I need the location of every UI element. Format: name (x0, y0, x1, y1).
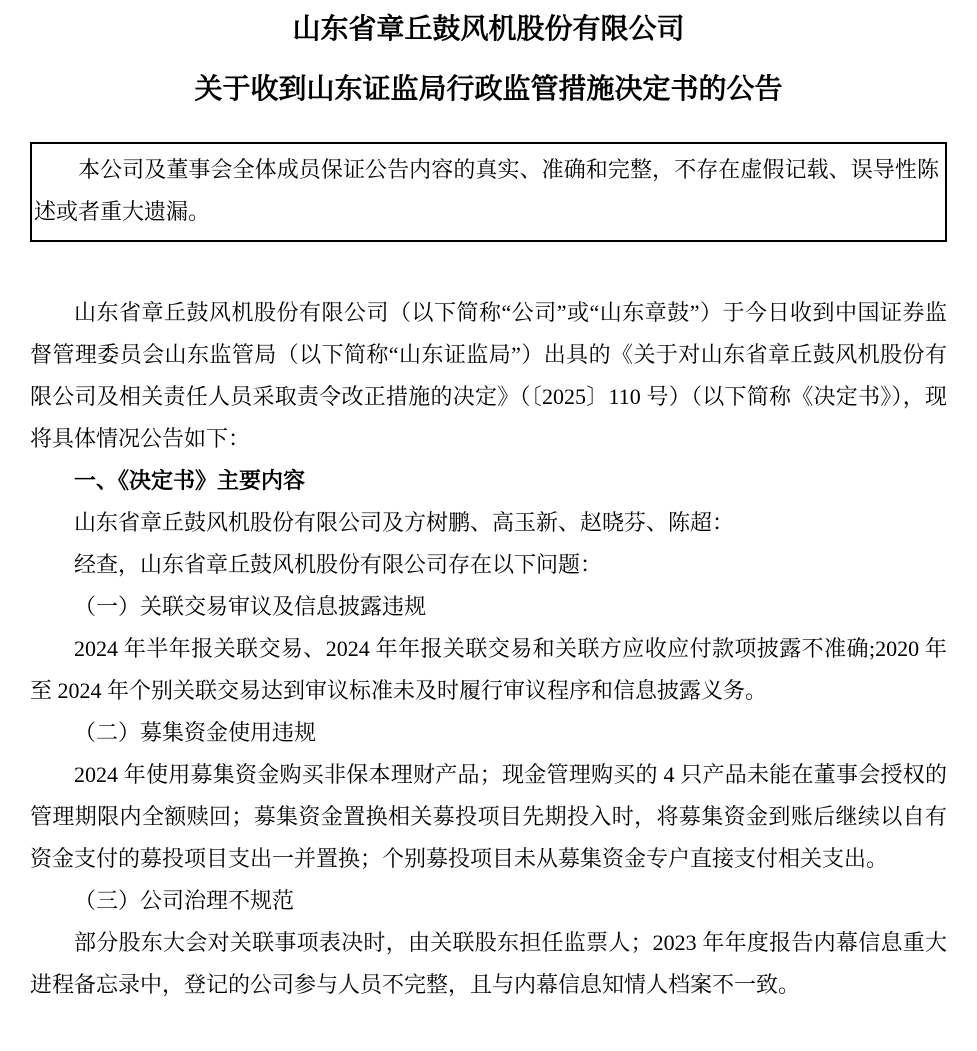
document-subtitle: 关于收到山东证监局行政监管措施决定书的公告 (194, 73, 783, 104)
disclaimer-box (30, 142, 947, 242)
document-title: 山东省章丘鼓风机股份有限公司 (292, 13, 685, 44)
subsection-heading-raised-funds: （二）募集资金使用违规 (74, 720, 317, 745)
paragraph-issue-raised-funds: 2024 年使用募集资金购买非保本理财产品；现金管理购买的 4 只产品未能在董事会授权的管理期限内全额赎回；募集资金置换相关募投项目先期投入时，将募集资金到账后继续以自有资金支付的募投项目支出一并置换；个别募投项目未从募集资金专户直接支付相关支出。 (30, 762, 947, 871)
paragraph-intro: 山东省章丘鼓风机股份有限公司（以下简称“公司”或“山东章鼓”）于今日收到中国证券监督管理委员会山东监管局（以下简称“山东证监局”）出具的《关于对山东省章丘鼓风机股份有限公司及相关责任人员采取责令改正措施的决定》（〔2025〕110 号）（以下简称《决定书》），现将具体情况公告如下： (30, 300, 947, 451)
section-heading-decision-content: 一、《决定书》主要内容 (74, 468, 306, 493)
subsection-heading-governance: （三）公司治理不规范 (74, 888, 295, 913)
subsection-heading-related-transactions: （一）关联交易审议及信息披露违规 (74, 594, 427, 619)
paragraph-findings-intro: 经查，山东省章丘鼓风机股份有限公司存在以下问题： (74, 552, 603, 577)
disclaimer-text: 本公司及董事会全体成员保证公告内容的真实、准确和完整，不存在虚假记载、误导性陈述或者重大遗漏。 (34, 157, 939, 224)
paragraph-issue-related-transactions: 2024 年半年报关联交易、2024 年年报关联交易和关联方应收应付款项披露不准确;2020 年至 2024 年个别关联交易达到审议标准未及时履行审议程序和信息披露义务。 (30, 636, 947, 703)
paragraph-addressees: 山东省章丘鼓风机股份有限公司及方树鹏、高玉新、赵晓芬、陈超： (74, 510, 735, 535)
paragraph-issue-governance: 部分股东大会对关联事项表决时，由关联股东担任监票人；2023 年年度报告内幕信息重大进程备忘录中，登记的公司参与人员不完整，且与内幕信息知情人档案不一致。 (30, 930, 947, 997)
document-body (30, 292, 947, 1006)
